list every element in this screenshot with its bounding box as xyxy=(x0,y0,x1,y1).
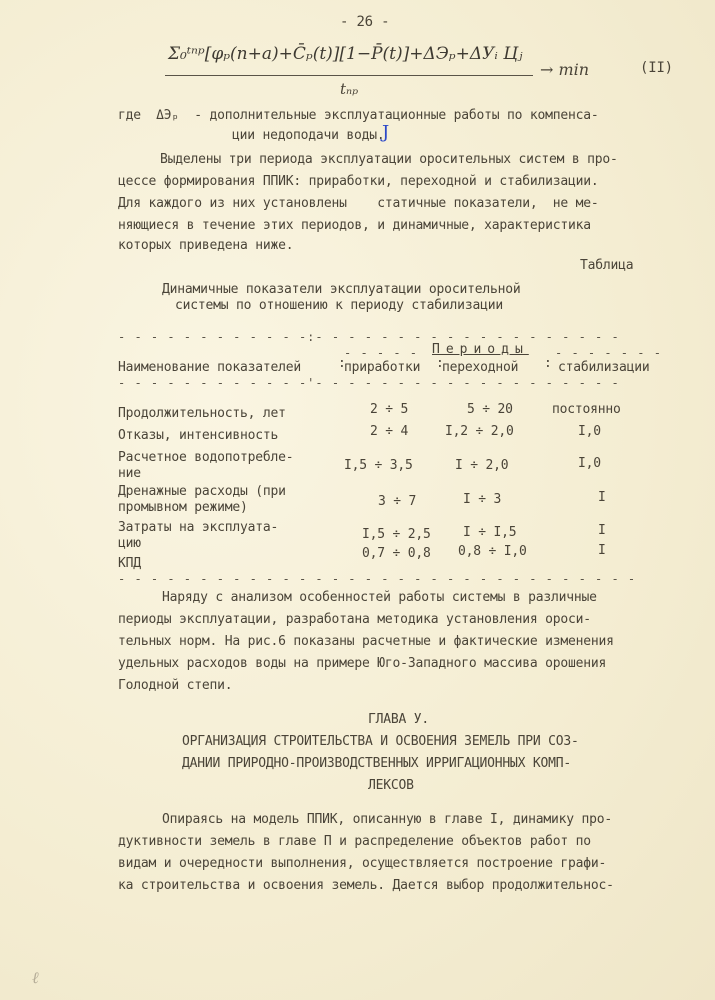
row-value: I xyxy=(598,523,606,538)
header-group-rule: - - - - - xyxy=(344,346,419,360)
margin-mark: ℓ xyxy=(32,968,39,987)
row-value: I,5 ÷ 2,5 xyxy=(362,527,431,542)
paragraph2-line: периоды эксплуатации, разработана методика установления ороси- xyxy=(118,612,591,627)
row-value: 2 ÷ 5 xyxy=(370,402,409,417)
paragraph3-line: ка строительства и освоения земель. Дается выбор продолжительнос- xyxy=(118,878,614,893)
row-value: I ÷ 2,0 xyxy=(455,458,509,473)
row-value: 5 ÷ 20 xyxy=(467,402,513,417)
row-name: цию xyxy=(118,536,141,551)
row-value: I,5 ÷ 3,5 xyxy=(344,458,413,473)
row-value: 0,8 ÷ I,0 xyxy=(458,544,527,559)
row-name: Расчетное водопотребле- xyxy=(118,450,294,465)
paragraph1-line: Для каждого из них установлены статичные показатели, не ме- xyxy=(118,196,599,211)
chapter-title-line: ОРГАНИЗАЦИЯ СТРОИТЕЛЬСТВА И ОСВОЕНИЯ ЗЕМЕЛЬ ПРИ СОЗ- xyxy=(182,734,579,749)
paragraph3-line: дуктивности земель в главе П и распределение объектов работ по xyxy=(118,834,591,849)
row-name: Продолжительность, лет xyxy=(118,406,286,421)
header-group-rule-right: - - - - - - - xyxy=(555,346,662,360)
paragraph2-line: Наряду с анализом особенностей работы системы в различные xyxy=(162,590,597,605)
header-group-periods: Периоды xyxy=(432,342,529,357)
chapter-title-line: ДАНИИ ПРИРОДНО-ПРОИЗВОДСТВЕННЫХ ИРРИГАЦИОННЫХ КОМП- xyxy=(182,756,571,771)
column-divider: : xyxy=(338,356,346,371)
formula-numerator: Σ₀ᵗⁿᵖ[φₚ(n+a)+C̄ₚ(t)][1−P̄(t)]+ΔЭₚ+ΔУᵢ Цⱼ xyxy=(168,44,523,64)
table-title-line-2: системы по отношению к периоду стабилизации xyxy=(175,298,503,313)
paragraph1-line: цессе формирования ППИК: приработки, переходной и стабилизации. xyxy=(118,174,599,189)
row-value: 3 ÷ 7 xyxy=(378,494,417,509)
fraction-line xyxy=(165,75,533,76)
where-line-2: ции недоподачи воды. xyxy=(232,128,385,143)
paragraph3-line: Опираясь на модель ППИК, описанную в главе I, динамику про- xyxy=(162,812,612,827)
chapter-title-line: ЛЕКСОВ xyxy=(368,778,414,793)
header-bottom-rule: - - - - - - - - - - - -'- - - - - - - - - - - - - - - - - - - xyxy=(118,376,620,390)
header-column-priraborotki: приработки xyxy=(344,360,421,375)
paragraph1-line: которых приведена ниже. xyxy=(118,238,294,253)
row-name: Отказы, интенсивность xyxy=(118,428,279,443)
paragraph1-line: няющиеся в течение этих периодов, и динамичные, характеристика xyxy=(118,218,591,233)
table-top-rule: - - - - - - - - - - - -:- - - - - - - - - - - - - - - - - - - xyxy=(118,330,620,344)
paragraph2-line: Голодной степи. xyxy=(118,678,233,693)
header-name-column: Наименование показателей xyxy=(118,360,302,375)
row-name: Дренажные расходы (при xyxy=(118,484,286,499)
where-line-1: где ΔЭₚ - дополнительные эксплуатационные работы по компенса- xyxy=(118,108,599,123)
row-value: 2 ÷ 4 xyxy=(370,424,409,439)
column-divider: : xyxy=(544,356,552,371)
table-bottom-rule: - - - - - - - - - - - - - - - - - - - - - - - - - - - - - - - - xyxy=(118,572,637,586)
equation-number: (II) xyxy=(640,60,673,76)
pen-mark-icon: J xyxy=(382,122,390,143)
formula-denominator: tₙₚ xyxy=(340,80,359,98)
row-value: I ÷ I,5 xyxy=(463,525,517,540)
formula-arrow-min: → min xyxy=(540,60,590,79)
table-label: Таблица xyxy=(580,258,634,273)
row-name: ние xyxy=(118,466,141,481)
row-name: промывном режиме) xyxy=(118,500,248,515)
paragraph3-line: видам и очередности выполнения, осуществляется построение графи- xyxy=(118,856,607,871)
chapter-heading: ГЛАВА У. xyxy=(368,712,430,727)
row-value: I xyxy=(598,543,606,558)
row-value: I,0 xyxy=(578,456,601,471)
paragraph2-line: тельных норм. На рис.6 показаны расчетные и фактические изменения xyxy=(118,634,614,649)
header-column-stabilizatsii: стабилизации xyxy=(558,360,650,375)
row-value: I ÷ 3 xyxy=(463,492,502,507)
table-title-line-1: Динамичные показатели эксплуатации оросительной xyxy=(162,282,521,297)
row-name: КПД xyxy=(118,556,141,571)
column-divider: : xyxy=(436,356,444,371)
row-value: I xyxy=(598,490,606,505)
row-value: 0,7 ÷ 0,8 xyxy=(362,546,431,561)
row-value: I,2 ÷ 2,0 xyxy=(445,424,514,439)
header-column-perekhodnoy: переходной xyxy=(442,360,519,375)
paragraph1-line: Выделены три периода эксплуатации оросительных систем в про- xyxy=(160,152,618,167)
row-value: I,0 xyxy=(578,424,601,439)
row-value: постоянно xyxy=(552,402,621,417)
page-number: - 26 - xyxy=(340,14,390,30)
paragraph2-line: удельных расходов воды на примере Юго-Западного массива орошения xyxy=(118,656,607,671)
row-name: Затраты на эксплуата- xyxy=(118,520,279,535)
